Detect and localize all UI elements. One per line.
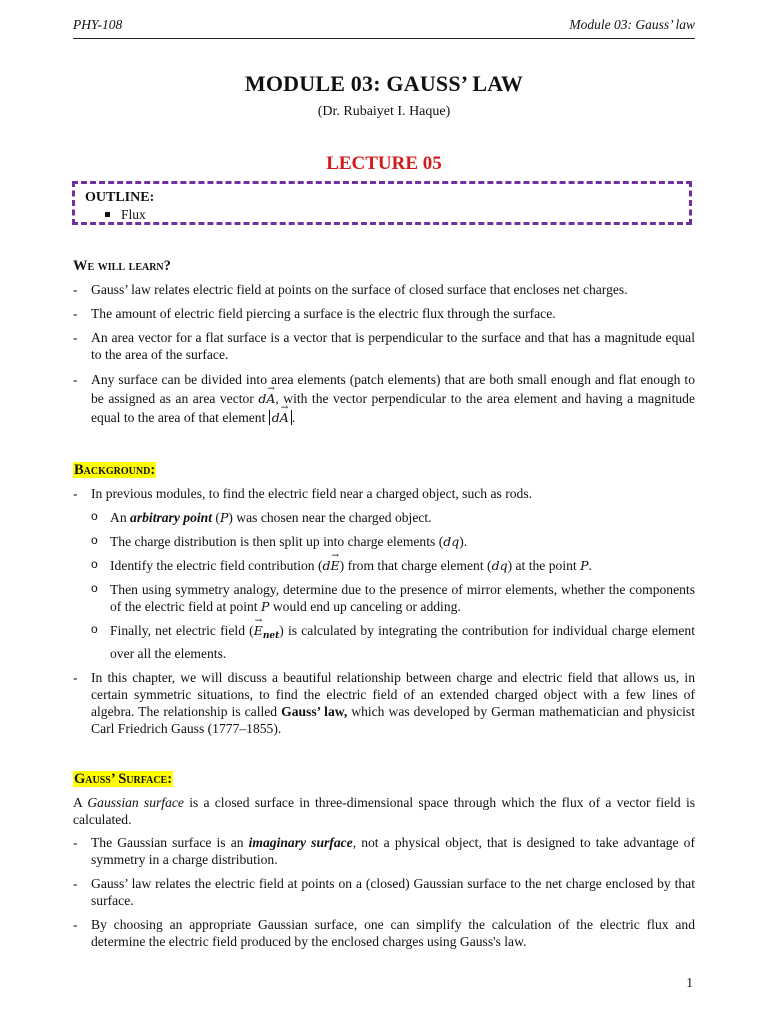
header-module-title: Module 03: Gauss’ law	[569, 17, 695, 32]
main-content	[73, 258, 695, 957]
module-title: MODULE 03: GAUSS’ LAW	[244, 71, 524, 96]
paragraph: A Gaussian surface is a closed surface in three-dimensional space through which the flux of a vector field is calculated.	[73, 795, 696, 827]
outline-item-label: Flux	[121, 207, 146, 222]
author: (Dr. Rubaiyet I. Haque)	[317, 104, 451, 119]
sub-list-item: o Identify the electric field contribution (dE →) from that charge element (dq) at the point P.	[73, 557, 695, 574]
outline-item	[105, 207, 146, 223]
list-item-text: Any surface can be divided into area elements (patch elements) that are both small enough and flat enough to be assigned as an area vector	[91, 372, 695, 406]
header-rule	[73, 38, 695, 39]
list-item: - By choosing an appropriate Gaussian surface, one can simplify the calculation of the electric flux and determine the electric field produced by the enclosed charges using Gauss's law.	[73, 916, 695, 950]
section-heading-gauss-surface: Gauss’ Surface:	[74, 771, 173, 787]
list-item: - In previous modules, to find the electric field near a charged object, such as rods.	[73, 485, 695, 502]
list-item: - The Gaussian surface is an imaginary surface, not a physical object, that is designed to take advantage of symmetry in a charge distribution.	[73, 834, 695, 868]
outline-heading: OUTLINE:	[85, 190, 155, 205]
list-item: - Gauss’ law relates the electric field at points on a (closed) Gaussian surface to the net charge enclosed by that surface.	[73, 875, 695, 909]
list-item: - The amount of electric field piercing a surface is the electric flux through the surface.	[73, 305, 695, 322]
sub-list-item: o An arbitrary point (P) was chosen near the charged object.	[73, 509, 695, 526]
list-item: - In this chapter, we will discuss a beautiful relationship between charge and electric field that allows us, in certain symmetric situations, to find the electric field of an extended charged object with a few lines of algebra. The relationship is called Gauss’ law, which was developed by German mathematician and physicist Carl Friedrich Gauss (1777–1855).	[73, 669, 695, 737]
page-number: 1	[686, 975, 693, 990]
list-item-text: , with the vector perpendicular to the area element and having a magnitude equal to the area of that element	[91, 391, 695, 425]
sub-list-item: o Then using symmetry analogy, determine due to the presence of mirror elements, whether the components of the electric field at point P would end up canceling or adding.	[73, 581, 695, 615]
sub-list-item: o Finally, net electric field $(E \to_{net})$ is calculated by integrating the contribution for individual charge element over all the elements.	[73, 622, 695, 662]
math-abs-dA: dA →	[269, 410, 292, 425]
header-course-code: PHY-108	[73, 17, 123, 32]
section-heading-learn: We will learn?	[73, 258, 171, 274]
section-heading-background: Background:	[74, 462, 156, 478]
lecture-title: LECTURE 05	[326, 153, 442, 174]
sub-list-item: o The charge distribution is then split up into charge elements (dq).	[73, 533, 695, 550]
math-dA: dA →	[258, 391, 275, 406]
square-bullet-icon	[105, 212, 110, 217]
list-item: - Any surface can be divided into area elements (patch elements) that are both small enough and flat enough to be assigned as an area vector dA →, with the vector perpendicular to the area element and having a magnitude equal to the area of that element dA → .	[73, 370, 695, 427]
list-item: - Gauss’ law relates electric field at points on the surface of closed surface that encloses net charges.	[73, 281, 695, 298]
list-item: - An area vector for a flat surface is a vector that is perpendicular to the surface and that has a magnitude equal to the area of the surface.	[73, 329, 695, 363]
outline-box	[72, 181, 692, 225]
